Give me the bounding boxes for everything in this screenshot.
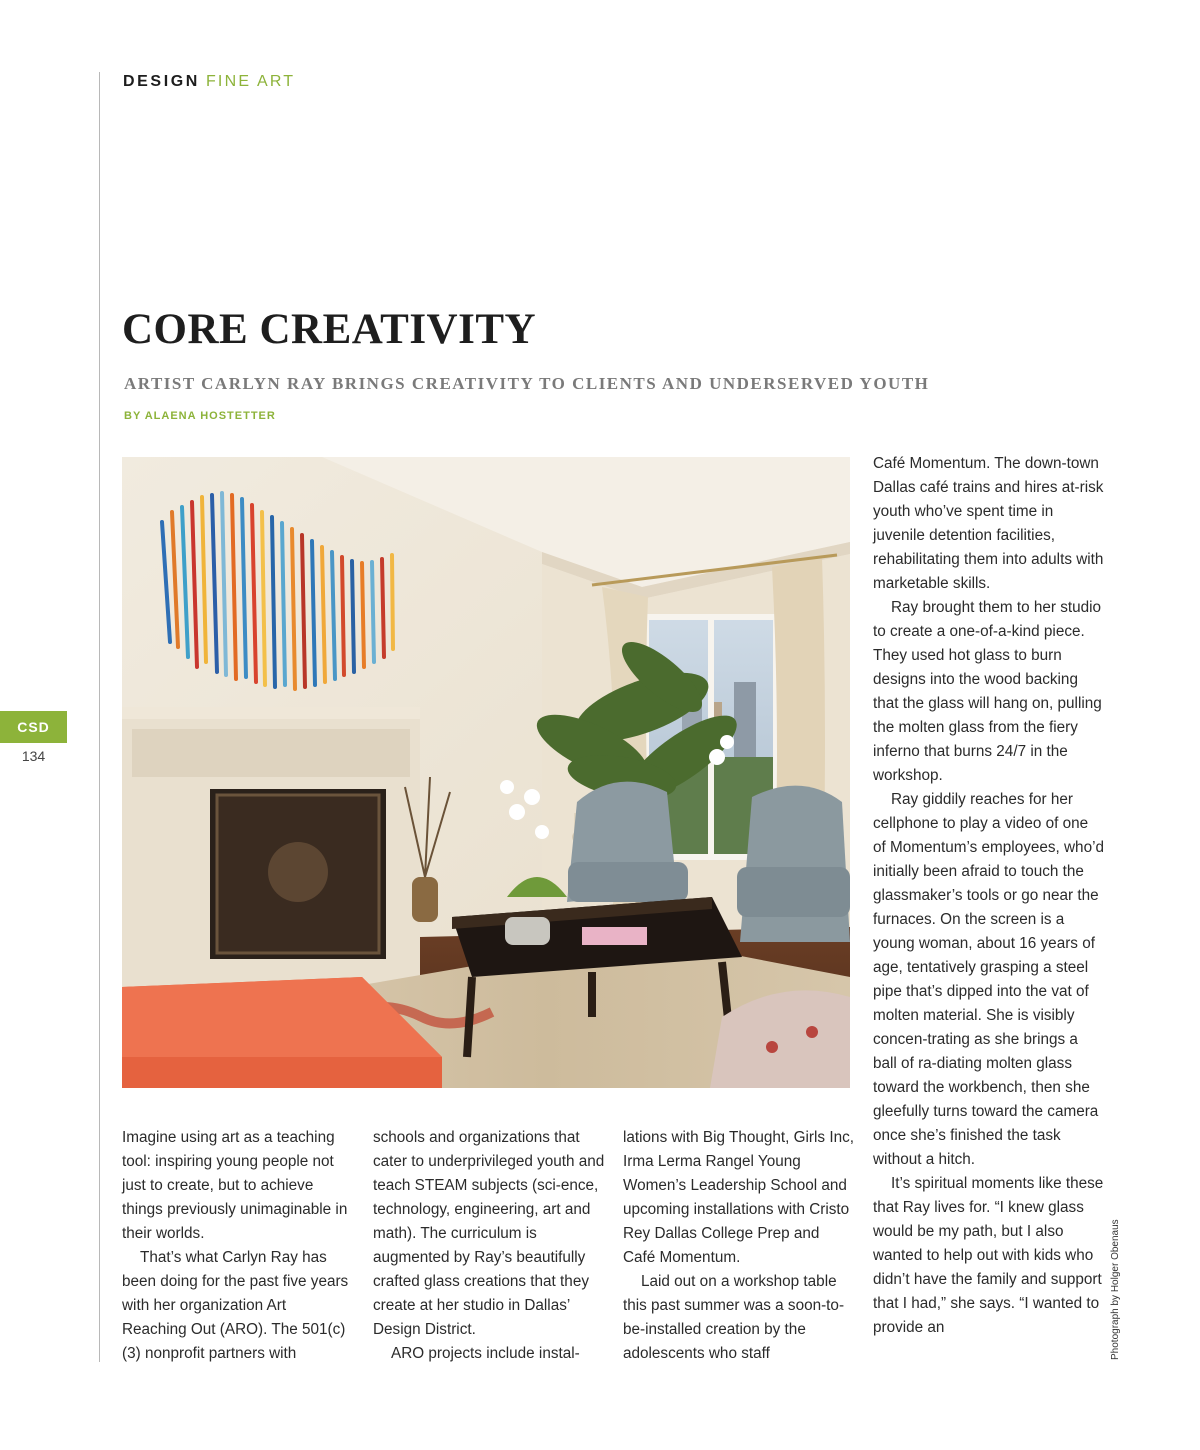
article-title: CORE CREATIVITY <box>122 306 537 353</box>
section-header <box>123 73 295 91</box>
byline: BY ALAENA HOSTETTER <box>124 410 276 422</box>
paragraph: ARO projects include instal- <box>391 1345 580 1362</box>
paragraph: Laid out on a workshop table this past summer was a soon-to-be-installed creation by the adolescents who staff <box>623 1273 845 1362</box>
body-column-1 <box>122 1126 354 1366</box>
paragraph: That’s what Carlyn Ray has been doing for the past five years with her organization Art Reaching Out (ARO). The 501(c)(3) nonprofit partners with <box>122 1249 349 1362</box>
paragraph: schools and organizations that cater to underprivileged youth and teach STEAM subjects (sci-ence, technology, engineering, art and math). The curriculum is augmented by Ray’s beautifully crafted glass creations that they create at her studio in Dallas’ Design District. <box>373 1129 605 1338</box>
body-column-2 <box>373 1126 605 1366</box>
paragraph: lations with Big Thought, Girls Inc, Irma Lerma Rangel Young Women’s Leadership School and upcoming installations with Cristo Rey Dallas College Prep and Café Momentum. <box>623 1129 854 1266</box>
section-sublabel: FINE ART <box>205 73 296 90</box>
paragraph: Ray giddily reaches for her cellphone to play a video of one of Momentum’s employees, who’d initially been afraid to touch the glassmaker’s tools or go near the furnaces. On the screen is a young woman, about 16 years of age, tentatively grasping a steel pipe that’s dipped into the vat of molten material. She is visibly concen-trating as she brings a ball of ra-diating molten glass toward the workbench, then she gleefully turns toward the camera once she’s finished the task without a hitch. <box>873 791 1104 1168</box>
body-column-3 <box>623 1126 855 1366</box>
paragraph: Imagine using art as a teaching tool: inspiring young people not just to create, but to achieve things previously unimaginable in their worlds. <box>122 1129 348 1242</box>
body-column-4 <box>873 452 1105 1340</box>
left-margin-rule <box>99 72 100 1362</box>
paragraph: It’s spiritual moments like these that Ray lives for. “I knew glass would be my path, but I also wanted to help out with kids who didn’t have the family and support that I had,” she says. “I wanted to provide an <box>873 1175 1104 1336</box>
section-label: DESIGN <box>123 73 200 90</box>
living-room-photo <box>122 457 850 1088</box>
magazine-tab: CSD <box>0 711 67 743</box>
paragraph: Ray brought them to her studio to create a one-of-a-kind piece. They used hot glass to burn designs into the wood backing that the glass will hang on, pulling the molten glass from the fiery inferno that burns 24/7 in the workshop. <box>873 599 1102 784</box>
photo-credit: Photograph by Holger Obenaus <box>1110 1219 1121 1360</box>
paragraph: Café Momentum. The down-town Dallas café trains and hires at-risk youth who’ve spent time in juvenile detention facilities, rehabilitating them into adults with marketable skills. <box>873 455 1104 592</box>
page-number: 134 <box>21 748 46 764</box>
article-subtitle: ARTIST CARLYN RAY BRINGS CREATIVITY TO CLIENTS AND UNDERSERVED YOUTH <box>124 374 930 393</box>
